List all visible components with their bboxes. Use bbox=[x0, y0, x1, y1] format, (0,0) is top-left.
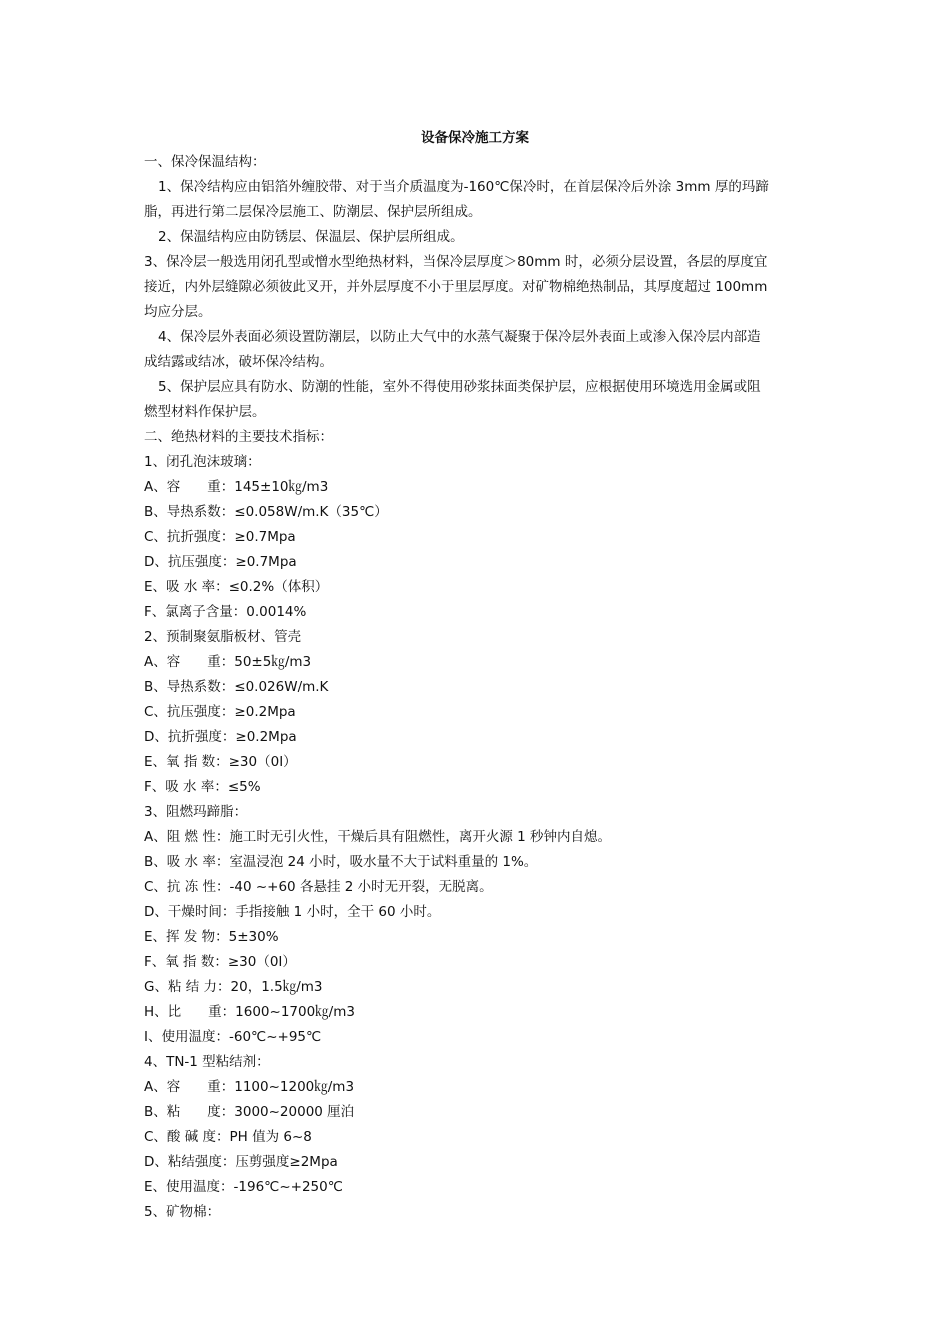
text-line: B、吸 水 率：室温浸泡 24 小时，吸水量不大于试料重量的 1%。 bbox=[144, 854, 538, 870]
text-line: D、抗压强度：≥0.7Mpa bbox=[144, 554, 297, 570]
text-line: C、酸 碱 度：PH 值为 6~8 bbox=[144, 1129, 312, 1145]
text-line: F、氧 指 数：≥30（0I） bbox=[144, 954, 296, 970]
text-line: E、吸 水 率：≤0.2%（体积） bbox=[144, 579, 329, 595]
text-line: 脂，再进行第二层保冷层施工、防潮层、保护层所组成。 bbox=[144, 204, 482, 220]
text-line: B、导热系数：≤0.026W/m.K bbox=[144, 679, 329, 695]
text-line: I、使用温度：-60℃~+95℃ bbox=[144, 1029, 322, 1045]
text-line: B、导热系数：≤0.058W/m.K（35℃） bbox=[144, 504, 388, 520]
text-line: 2、保温结构应由防锈层、保温层、保护层所组成。 bbox=[158, 229, 464, 245]
text-line: A、阻 燃 性：施工时无引火性，干燥后具有阻燃性，离开火源 1 秒钟内自熄。 bbox=[144, 829, 611, 845]
text-line: 燃型材料作保护层。 bbox=[144, 404, 266, 420]
text-line: F、氯离子含量：0.0014% bbox=[144, 604, 307, 620]
text-line: C、抗折强度：≥0.7Mpa bbox=[144, 529, 296, 545]
text-line: A、容 重：1100~1200㎏/m3 bbox=[144, 1079, 355, 1095]
text-line: A、容 重：50±5㎏/m3 bbox=[144, 654, 312, 670]
text-line: 4、TN-1 型粘结剂： bbox=[144, 1054, 270, 1070]
document-body bbox=[144, 150, 809, 1225]
document-title: 设备保冷施工方案 bbox=[421, 130, 529, 146]
text-line: B、粘 度：3000~20000 厘泊 bbox=[144, 1104, 355, 1120]
text-line: 3、阻燃玛蹄脂： bbox=[144, 804, 248, 820]
text-line: F、吸 水 率：≤5% bbox=[144, 779, 261, 795]
text-line: D、干燥时间：手指接触 1 小时，全干 60 小时。 bbox=[144, 904, 441, 920]
text-line: 接近，内外层缝隙必须彼此叉开，并外层厚度不小于里层厚度。对矿物棉绝热制品，其厚度超过 100mm bbox=[144, 279, 768, 295]
text-line: 成结露或结冰，破坏保冷结构。 bbox=[144, 354, 333, 370]
text-line: A、容 重：145±10㎏/m3 bbox=[144, 479, 329, 495]
text-line: E、使用温度：-196℃~+250℃ bbox=[144, 1179, 343, 1195]
text-line: 1、闭孔泡沫玻璃： bbox=[144, 454, 261, 470]
text-line: E、氧 指 数：≥30（0I） bbox=[144, 754, 297, 770]
text-line: 5、保护层应具有防水、防潮的性能，室外不得使用砂浆抹面类保护层，应根据使用环境选用金属或阻 bbox=[158, 379, 761, 395]
text-line: 4、保冷层外表面必须设置防潮层，以防止大气中的水蒸气凝聚于保冷层外表面上或渗入保冷层内部造 bbox=[158, 329, 761, 345]
text-line: 3、保冷层一般选用闭孔型或憎水型绝热材料，当保冷层厚度＞80mm 时，必须分层设置，各层的厚度宜 bbox=[144, 254, 768, 270]
text-line: C、抗压强度：≥0.2Mpa bbox=[144, 704, 296, 720]
text-line: 1、保冷结构应由铝箔外缠胶带、对于当介质温度为-160℃保冷时，在首层保冷后外涂 3mm 厚的玛蹄 bbox=[158, 179, 769, 195]
text-line: 2、预制聚氨脂板材、管壳 bbox=[144, 629, 302, 645]
text-line: D、抗折强度：≥0.2Mpa bbox=[144, 729, 297, 745]
text-line: 均应分层。 bbox=[144, 304, 212, 320]
text-line: 二、绝热材料的主要技术指标： bbox=[144, 429, 333, 445]
text-line: G、粘 结 力：20，1.5㎏/m3 bbox=[144, 979, 323, 995]
text-line: H、比 重：1600~1700㎏/m3 bbox=[144, 1004, 355, 1020]
text-line: 5、矿物棉： bbox=[144, 1204, 221, 1220]
text-line: E、挥 发 物：5±30% bbox=[144, 929, 279, 945]
text-line: D、粘结强度：压剪强度≥2Mpa bbox=[144, 1154, 338, 1170]
text-line: C、抗 冻 性：-40 ~+60 各悬挂 2 小时无开裂，无脱离。 bbox=[144, 879, 493, 895]
text-line: 一、保冷保温结构： bbox=[144, 154, 266, 170]
